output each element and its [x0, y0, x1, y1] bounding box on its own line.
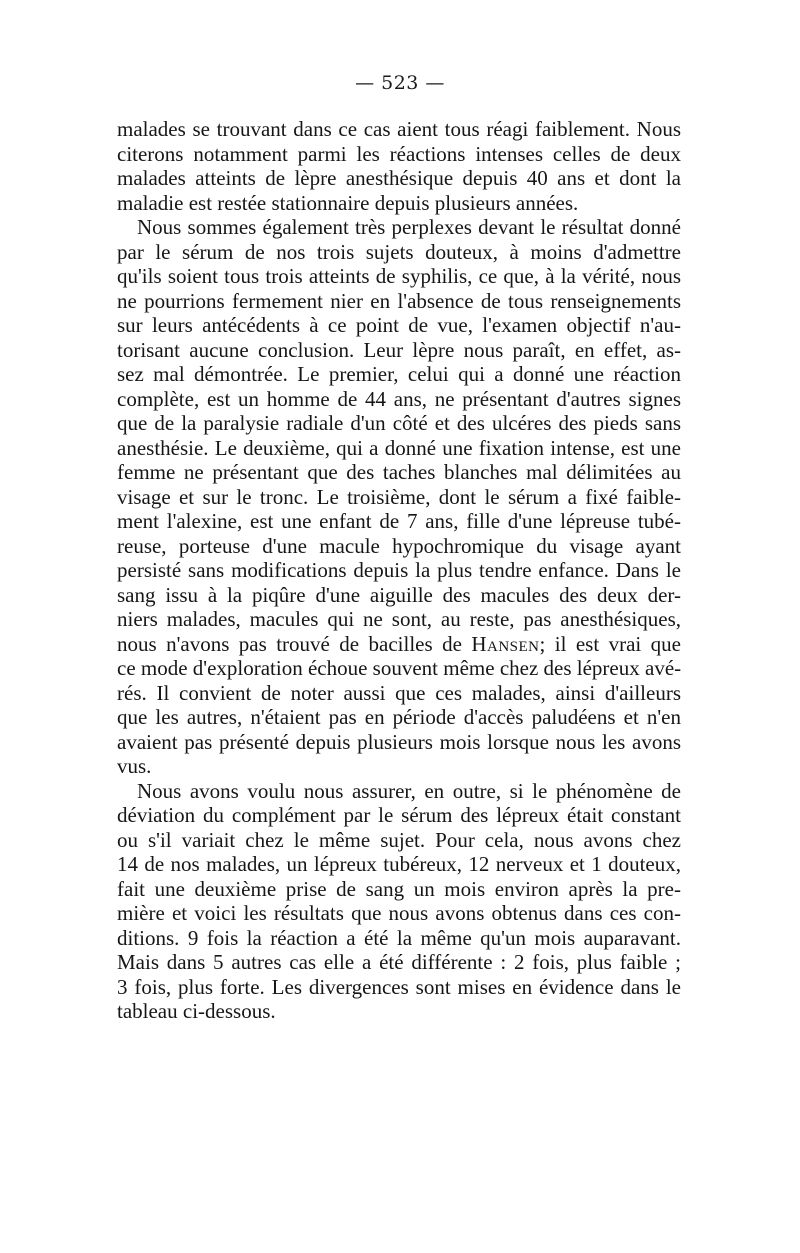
text-line: femme ne présentant que des taches blanches mal délimitées au [117, 460, 681, 484]
text-line: sur leurs antécédents à ce point de vue, l'examen objectif n'au- [117, 313, 681, 337]
text-line: Nous sommes également très perplexes devant le résultat donné [137, 215, 681, 239]
paragraph-1 [117, 117, 681, 215]
text-line: torisant aucune conclusion. Leur lèpre nous paraît, en effet, as- [117, 337, 681, 362]
text-line: citerons notamment parmi les réactions intenses celles de deux [117, 141, 681, 166]
text-line: ditions. 9 fois la réaction a été la même qu'un mois auparavant. [117, 925, 681, 950]
text-line: rés. Il convient de noter aussi que ces malades, ainsi d'ailleurs [117, 680, 681, 705]
text-line: mière et voici les résultats que nous avons obtenus dans ces con- [117, 901, 681, 925]
text-line: Nous avons voulu nous assurer, en outre, si le phénomène de [137, 778, 681, 803]
text-line: sez mal démontrée. Le premier, celui qui a donné une réaction [117, 362, 681, 386]
text-line: sang issu à la piqûre d'une aiguille des macules des deux der- [117, 582, 681, 607]
text-line: que de la paralysie radiale d'un côté et des ulcéres des pieds sans [117, 411, 681, 435]
text-line: visage et sur le tronc. Le troisième, dont le sérum a fixé faible- [117, 484, 681, 509]
text-line: par le sérum de nos trois sujets douteux, à moins d'admettre [117, 239, 681, 264]
page-number: — 523 — [355, 72, 445, 94]
line-start: nous n'avons pas trouvé de bacilles de [117, 631, 472, 656]
text-line: niers malades, macules qui ne sont, au reste, pas anesthésiques, [117, 607, 681, 631]
text-line: ce mode d'exploration échoue souvent même chez des lépreux avé- [117, 656, 682, 680]
text-line: qu'ils soient tous trois atteints de syphilis, ce que, à la vérité, nous [117, 264, 681, 288]
text-line: déviation du complément par le sérum des lépreux était constant [117, 803, 681, 827]
body-text [117, 117, 681, 1024]
text-line: reuse, porteuse d'une macule hypochromique du visage ayant [117, 533, 681, 558]
text-line-with-name [117, 632, 681, 657]
text-line: malades atteints de lèpre anesthésique depuis 40 ans et dont la [117, 166, 681, 190]
text-line: ment l'alexine, est une enfant de 7 ans, fille d'une lépreuse tubé- [117, 509, 681, 533]
text-line: que les autres, n'étaient pas en période d'accès paludéens et n'en [117, 705, 681, 729]
text-line: avaient pas présenté depuis plusieurs mois lorsque nous les avons [117, 729, 681, 754]
text-line: fait une deuxième prise de sang un mois environ après la pre- [117, 876, 681, 901]
text-line: complète, est un homme de 44 ans, ne présentant d'autres signes [117, 386, 681, 411]
line-end: ; il est vrai que [539, 631, 681, 656]
text-line: Mais dans 5 autres cas elle a été différente : 2 fois, plus faible ; [117, 950, 681, 974]
text-line: tableau ci-dessous. [117, 999, 276, 1023]
text-line: malades se trouvant dans ce cas aient tous réagi faiblement. Nous [117, 117, 681, 141]
text-line: 3 fois, plus forte. Les divergences sont mises en évidence dans le [117, 974, 681, 999]
text-line: persisté sans modifications depuis la plus tendre enfance. Dans le [117, 558, 681, 582]
paragraph-3 [117, 779, 681, 1024]
text-line: 14 de nos malades, un lépreux tubéreux, 12 nerveux et 1 douteux, [117, 852, 681, 876]
text-line: ne pourrions fermement nier en l'absence de tous renseignements [117, 288, 681, 313]
author-name-hansen: Hansen [471, 631, 540, 656]
paragraph-2 [117, 215, 681, 779]
text-line: maladie est restée stationnaire depuis plusieurs années. [117, 190, 579, 215]
text-line: vus. [117, 754, 152, 778]
text-line: anesthésie. Le deuxième, qui a donné une fixation intense, est une [117, 435, 681, 460]
text-line: ou s'il variait chez le même sujet. Pour cela, nous avons chez [117, 827, 681, 852]
